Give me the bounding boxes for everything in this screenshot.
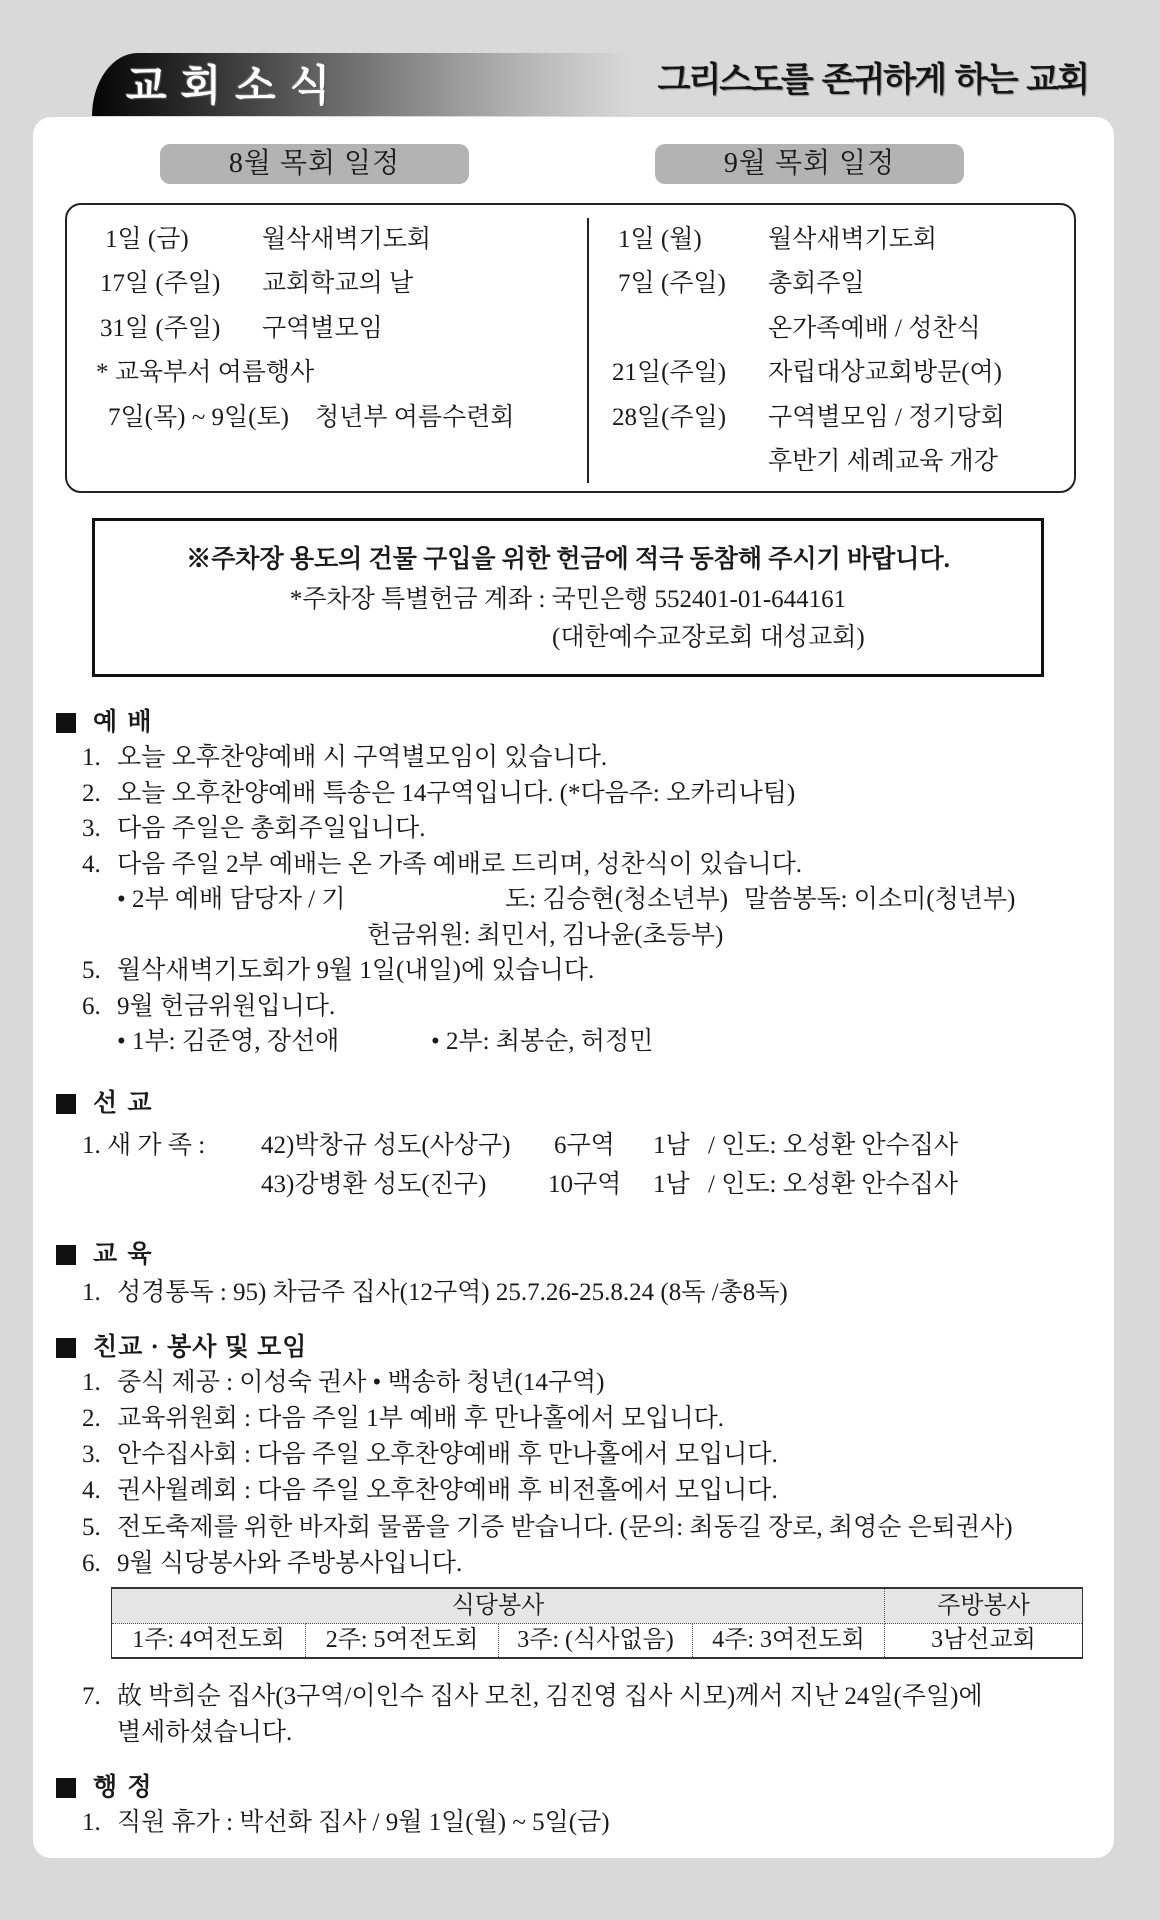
item-number: 2.: [82, 1405, 101, 1432]
item-text: 권사월례회 : 다음 주일 오후찬양예배 후 비전홀에서 모입니다.: [117, 1477, 778, 1504]
cafeteria-week-1: 1주: 4여전도회: [112, 1624, 306, 1659]
item-text: 오늘 오후찬양예배 시 구역별모임이 있습니다.: [117, 744, 608, 771]
item-text: 교육위원회 : 다음 주일 1부 예배 후 만나홀에서 모입니다.: [117, 1405, 724, 1432]
list-item: [0, 1437, 1160, 1473]
kitchen-duty: 3남선교회: [885, 1624, 1083, 1659]
newcomer-family: 1남: [653, 1171, 690, 1198]
schedule-date: 28일(주일): [612, 404, 727, 431]
cafeteria-week-2: 2주: 5여전도회: [306, 1624, 499, 1659]
list-item: [0, 811, 1160, 847]
item-text: 전도축제를 위한 바자회 물품을 기증 받습니다. (문의: 최동길 장로, 최영순 은퇴권사): [117, 1514, 1013, 1541]
item-number: 4.: [82, 1477, 101, 1504]
item-number: 1.: [82, 1279, 101, 1306]
list-item: [0, 847, 1160, 883]
newcomer-name: 43)강병환 성도(진구): [261, 1171, 487, 1198]
section-bullet-icon: [56, 1094, 76, 1114]
offering-committee-second: • 2부: 최봉순, 허정민: [431, 1028, 654, 1055]
schedule-note-title: * 교육부서 여름행사: [96, 359, 315, 386]
list-item: [0, 776, 1160, 812]
service-table: [111, 1587, 1083, 1659]
item-number: 1.: [82, 744, 101, 771]
newcomer-guide: / 인도: 오성환 안수집사: [708, 1171, 958, 1198]
section-bullet-icon: [56, 1338, 76, 1358]
item-number: 5.: [82, 957, 101, 984]
item-number: 3.: [82, 815, 101, 842]
section-heading: 행 정: [93, 1774, 154, 1801]
schedule-event: 월삭새벽기도회: [768, 226, 938, 253]
service-duty-offering: 헌금위원: 최민서, 김나윤(초등부): [367, 922, 724, 949]
newcomer-label: 1. 새 가 족 :: [82, 1132, 206, 1159]
schedule-date: 21일(주일): [612, 359, 727, 386]
item-text: 직원 휴가 : 박선화 집사 / 9월 1일(월) ~ 5일(금): [117, 1809, 610, 1836]
list-item: [0, 1275, 1160, 1311]
schedule-date: 17일 (주일): [100, 270, 221, 297]
september-schedule-title: 9월 목회 일정: [655, 144, 964, 184]
church-motto: 그리스도를 존귀하게 하는 교회: [657, 60, 1088, 100]
item-number: 4.: [82, 851, 101, 878]
schedule-event: 후반기 세례교육 개강: [768, 448, 998, 475]
item-text: 다음 주일 2부 예배는 온 가족 예배로 드리며, 성찬식이 있습니다.: [117, 851, 803, 878]
item-text: 9월 식당봉사와 주방봉사입니다.: [117, 1550, 463, 1577]
item-number: 2.: [82, 780, 101, 807]
list-item: [0, 1510, 1160, 1546]
list-item: [0, 1679, 1160, 1715]
list-item: [0, 989, 1160, 1025]
item-number: 1.: [82, 1369, 101, 1396]
section-bullet-icon: [56, 1778, 76, 1798]
schedule-date: 7일 (주일): [618, 270, 726, 297]
schedule-date: 1일 (월): [618, 226, 702, 253]
newcomer-name: 42)박창규 성도(사상구): [261, 1132, 511, 1159]
notice-account-holder: (대한예수교장로회 대성교회): [552, 624, 865, 651]
schedule-event: 구역별모임: [262, 315, 383, 342]
service-duty-scripture: 말씀봉독: 이소미(청년부): [744, 886, 1016, 913]
august-schedule-title: 8월 목회 일정: [160, 144, 469, 184]
list-item: [0, 1365, 1160, 1401]
schedule-event: 총회주일: [768, 270, 865, 297]
schedule-event: 구역별모임 / 정기당회: [768, 404, 1005, 431]
item-number: 3.: [82, 1441, 101, 1468]
item-number: 1.: [82, 1809, 101, 1836]
schedule-event: 교회학교의 날: [262, 270, 414, 297]
schedule-date: 7일(목) ~ 9일(토): [108, 404, 289, 431]
cafeteria-week-4: 4주: 3여전도회: [693, 1624, 885, 1659]
item-number: 5.: [82, 1514, 101, 1541]
schedule-event: 청년부 여름수련회: [315, 404, 515, 431]
schedule-date: 31일 (주일): [100, 315, 221, 342]
item-text: 안수집사회 : 다음 주일 오후찬양예배 후 만나홀에서 모입니다.: [117, 1441, 778, 1468]
list-item: [0, 740, 1160, 776]
section-title: 교회소식: [126, 61, 345, 110]
item-text: 오늘 오후찬양예배 특송은 14구역입니다. (*다음주: 오카리나팀): [117, 780, 796, 807]
service-duty-prayer: 도: 김승현(청소년부): [505, 886, 729, 913]
newcomer-guide: / 인도: 오성환 안수집사: [708, 1132, 958, 1159]
schedule-event: 월삭새벽기도회: [262, 226, 432, 253]
offering-committee-first: • 1부: 김준영, 장선애: [117, 1028, 340, 1055]
list-item: [0, 953, 1160, 989]
item-text: 故 박희순 집사(3구역/이인수 집사 모친, 김진영 집사 시모)께서 지난 24일(주일)에: [117, 1683, 983, 1710]
item-text: 중식 제공 : 이성숙 권사 • 백송하 청년(14구역): [117, 1369, 605, 1396]
section-bullet-icon: [56, 713, 76, 733]
item-text: 다음 주일은 총회주일입니다.: [117, 815, 426, 842]
notice-account: *주차장 특별헌금 계좌 : 국민은행 552401-01-644161: [289, 586, 847, 613]
newcomer-district: 10구역: [548, 1171, 622, 1198]
cafeteria-week-3: 3주: (식사없음): [499, 1624, 693, 1659]
item-text-continuation: 별세하셨습니다.: [117, 1719, 293, 1746]
schedule-event: 자립대상교회방문(여): [768, 359, 1003, 386]
newcomer-district: 6구역: [554, 1132, 615, 1159]
list-item: [0, 1805, 1160, 1841]
schedule-divider: [587, 218, 589, 483]
item-number: 7.: [82, 1683, 101, 1710]
section-heading: 예 배: [93, 709, 154, 736]
list-item: [0, 1473, 1160, 1509]
item-number: 6.: [82, 1550, 101, 1577]
section-heading: 선 교: [93, 1090, 154, 1117]
kitchen-header: 주방봉사: [885, 1588, 1083, 1624]
newcomer-family: 1남: [653, 1132, 690, 1159]
schedule-date: 1일 (금): [105, 226, 189, 253]
schedule-event: 온가족예배 / 성찬식: [768, 315, 981, 342]
section-tab: [92, 53, 632, 116]
item-text: 9월 헌금위원입니다.: [117, 993, 336, 1020]
notice-headline: ※주차장 용도의 건물 구입을 위한 헌금에 적극 동참해 주시기 바랍니다.: [186, 546, 950, 573]
cafeteria-header: 식당봉사: [112, 1588, 885, 1624]
list-item: [0, 1546, 1160, 1582]
item-number: 6.: [82, 993, 101, 1020]
service-table-header: [112, 1588, 1083, 1624]
item-text: 월삭새벽기도회가 9월 1일(내일)에 있습니다.: [117, 957, 595, 984]
section-bullet-icon: [56, 1245, 76, 1265]
list-item: [0, 1401, 1160, 1437]
service-table-row: [112, 1624, 1083, 1659]
section-heading: 친교 · 봉사 및 모임: [93, 1334, 308, 1361]
section-heading: 교 육: [93, 1241, 154, 1268]
service-duty-label: • 2부 예배 담당자 / 기: [117, 886, 346, 913]
item-text: 성경통독 : 95) 차금주 집사(12구역) 25.7.26-25.8.24 (8독 /총8독): [117, 1279, 788, 1306]
